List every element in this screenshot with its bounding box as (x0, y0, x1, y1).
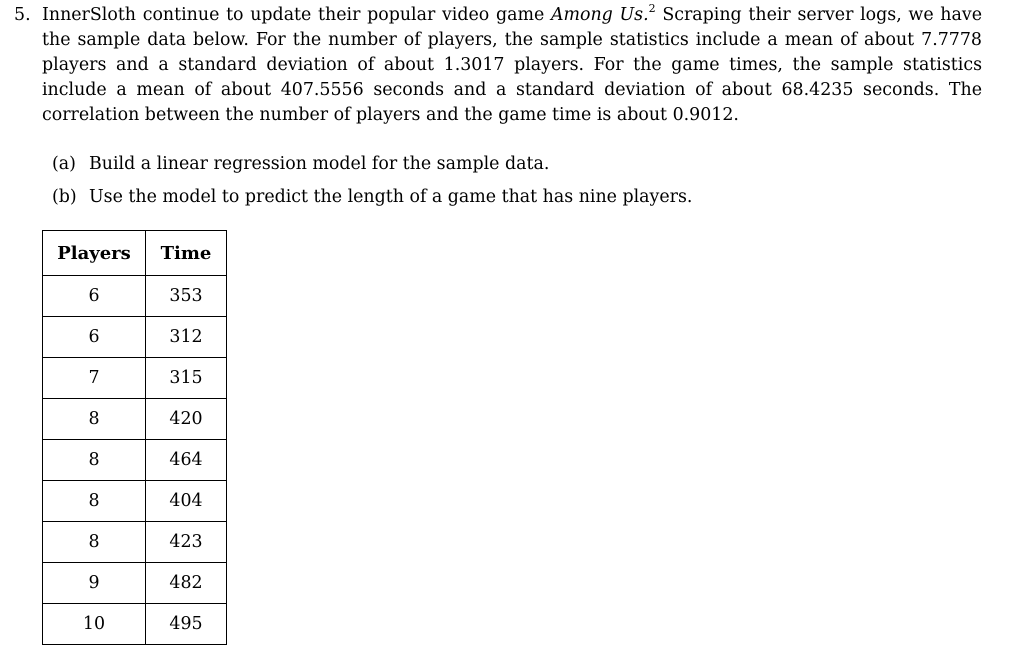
part-a-text: Build a linear regression model for the sample data. (89, 154, 550, 174)
cell-players: 8 (43, 399, 146, 440)
question-parts (52, 148, 692, 214)
cell-time: 464 (146, 440, 227, 481)
table-row (43, 481, 227, 522)
table-row (43, 276, 227, 317)
table-row (43, 317, 227, 358)
problem-text-details: Scraping their server logs, we have the sample data below. For the number of players, the sample statistics include a mean of about 7.7778 players and a standard deviation of about 1.3017 players. For the game times, the sample statistics include a mean of about 407.5556 seconds and a standard deviation of about 68.4235 seconds. The correlation between the number of players and the game time is about 0.9012. (42, 5, 982, 125)
cell-time: 312 (146, 317, 227, 358)
cell-time: 420 (146, 399, 227, 440)
cell-players: 8 (43, 481, 146, 522)
part-a (52, 148, 692, 181)
table-row (43, 399, 227, 440)
cell-players: 6 (43, 317, 146, 358)
header-time: Time (146, 231, 227, 276)
header-players: Players (43, 231, 146, 276)
cell-players: 8 (43, 522, 146, 563)
cell-players: 9 (43, 563, 146, 604)
cell-time: 353 (146, 276, 227, 317)
part-b (52, 181, 692, 214)
cell-time: 495 (146, 604, 227, 645)
table-row (43, 563, 227, 604)
table-row (43, 604, 227, 645)
cell-players: 7 (43, 358, 146, 399)
footnote-marker: 2 (648, 2, 656, 16)
cell-time: 423 (146, 522, 227, 563)
problem-text-intro: InnerSloth continue to update their popular video game (42, 5, 551, 25)
game-title: Among Us. (550, 5, 649, 25)
problem-number: 5. (14, 5, 31, 25)
table-header-row (43, 231, 227, 276)
table-row (43, 522, 227, 563)
cell-players: 8 (43, 440, 146, 481)
problem-body (14, 3, 982, 128)
table-row (43, 440, 227, 481)
cell-time: 482 (146, 563, 227, 604)
problem-text (42, 3, 982, 128)
cell-time: 404 (146, 481, 227, 522)
cell-players: 10 (43, 604, 146, 645)
problem-statement (14, 3, 982, 128)
cell-players: 6 (43, 276, 146, 317)
table-row (43, 358, 227, 399)
part-a-label: (a) (52, 154, 76, 174)
part-b-text: Use the model to predict the length of a game that has nine players. (89, 187, 693, 207)
cell-time: 315 (146, 358, 227, 399)
part-b-label: (b) (52, 187, 77, 207)
data-table (42, 230, 227, 645)
